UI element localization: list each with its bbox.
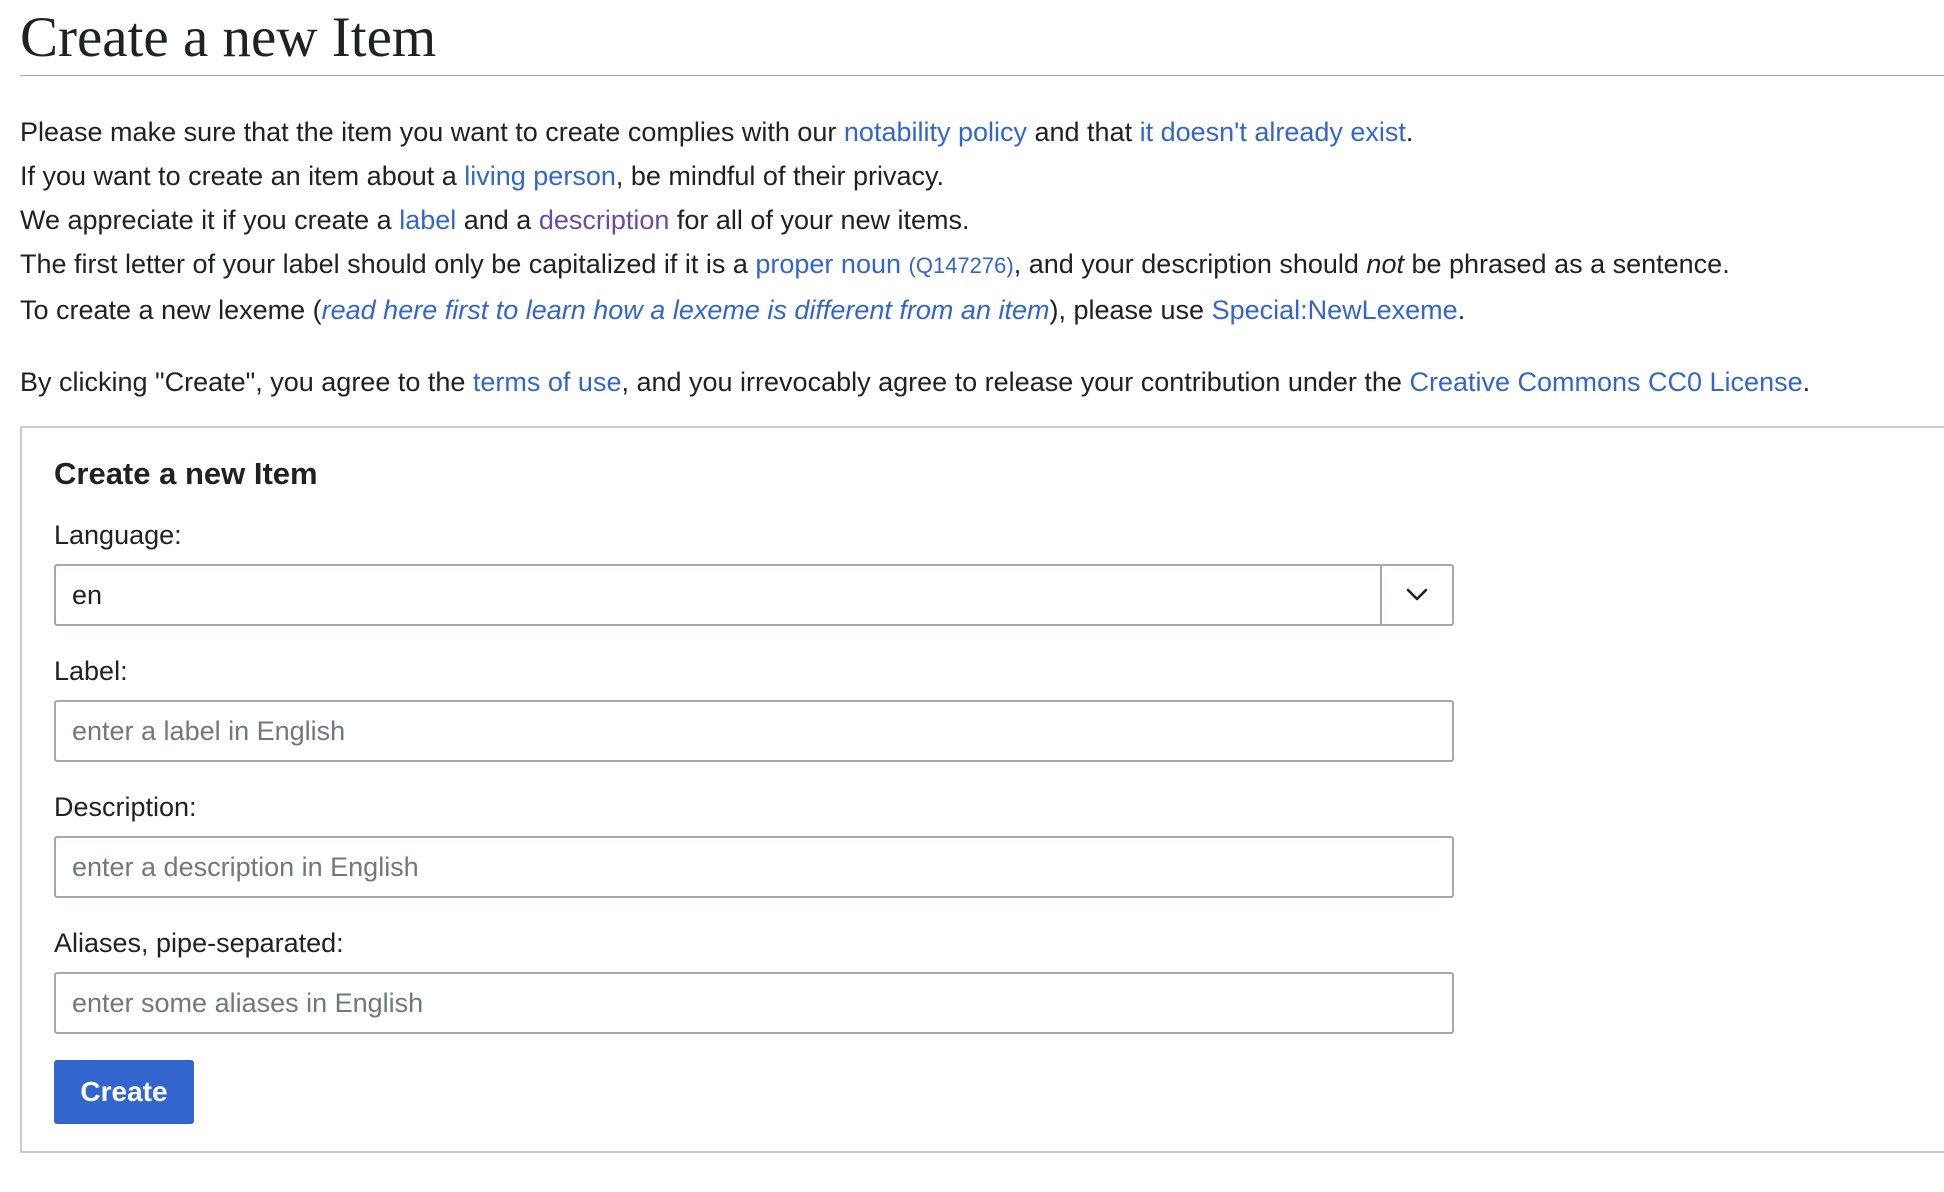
proper-noun-qid-link[interactable]: (Q147276)	[908, 253, 1014, 278]
intro-text-segment: The first letter of your label should only be capitalized if it is a	[20, 249, 756, 279]
intro-text-segment: By clicking "Create", you agree to the	[20, 367, 473, 397]
intro-text	[20, 110, 1944, 404]
intro-text-segment: be phrased as a sentence.	[1403, 249, 1730, 279]
form-legend: Create a new Item	[54, 456, 318, 491]
description-input[interactable]	[54, 836, 1454, 898]
intro-text-segment: , and you irrevocably agree to release your contribution under the	[621, 367, 1410, 397]
proper-noun-link[interactable]: proper noun	[755, 249, 901, 279]
label-field-label: Label:	[54, 656, 128, 686]
aliases-input[interactable]	[54, 972, 1454, 1034]
label-input[interactable]	[54, 700, 1454, 762]
description-help-link[interactable]: description	[538, 205, 670, 235]
lexeme-info-link[interactable]	[322, 295, 1050, 325]
intro-line-living-person	[20, 154, 1944, 198]
description-field-label: Description:	[54, 792, 197, 822]
intro-line-capitalization	[20, 242, 1944, 288]
terms-of-use-link[interactable]: terms of use	[472, 367, 622, 397]
intro-text-segment: To create a new lexeme (	[20, 295, 322, 325]
cc0-license-link[interactable]: Creative Commons CC0 License	[1409, 367, 1803, 397]
living-person-link[interactable]: living person	[464, 161, 616, 191]
create-button[interactable]: Create	[54, 1060, 194, 1124]
intro-text-segment: .	[1457, 295, 1466, 325]
aliases-field-label: Aliases, pipe-separated:	[54, 928, 344, 958]
agreement-notice	[20, 360, 1944, 404]
already-exist-link[interactable]: it doesn't already exist	[1139, 117, 1406, 147]
intro-text-segment: If you want to create an item about a	[20, 161, 465, 191]
new-lexeme-link[interactable]: Special:NewLexeme	[1211, 295, 1458, 325]
language-label: Language:	[54, 520, 182, 550]
intro-text-segment: and a	[456, 205, 539, 235]
intro-line-label-description	[20, 198, 1944, 242]
create-item-form	[20, 426, 1944, 1153]
lexeme-info-link-text: read here first to learn how a lexeme is different from an item	[321, 295, 1050, 325]
emphasis-not: not	[1366, 249, 1404, 279]
intro-text-segment: for all of your new items.	[669, 205, 970, 235]
intro-line-lexeme	[20, 288, 1944, 332]
page-title: Create a new Item	[20, 2, 1944, 76]
language-select-value: en	[72, 580, 103, 610]
intro-text-segment: and that	[1027, 117, 1140, 147]
chevron-down-icon[interactable]	[1380, 566, 1452, 624]
intro-text-segment: .	[1802, 367, 1811, 397]
language-select[interactable]	[54, 564, 1454, 626]
intro-text-segment: .	[1405, 117, 1414, 147]
intro-text-segment: Please make sure that the item you want to create complies with our	[20, 117, 844, 147]
intro-text-segment: , be mindful of their privacy.	[615, 161, 944, 191]
main-content	[20, 0, 1944, 1107]
intro-text-segment: ), please use	[1049, 295, 1212, 325]
intro-text-segment: , and your description should	[1013, 249, 1367, 279]
intro-text-segment: We appreciate it if you create a	[20, 205, 400, 235]
notability-policy-link[interactable]: notability policy	[843, 117, 1027, 147]
intro-line-notability	[20, 110, 1944, 154]
label-help-link[interactable]: label	[399, 205, 457, 235]
chevron-down-icon-graphic	[1406, 588, 1428, 602]
